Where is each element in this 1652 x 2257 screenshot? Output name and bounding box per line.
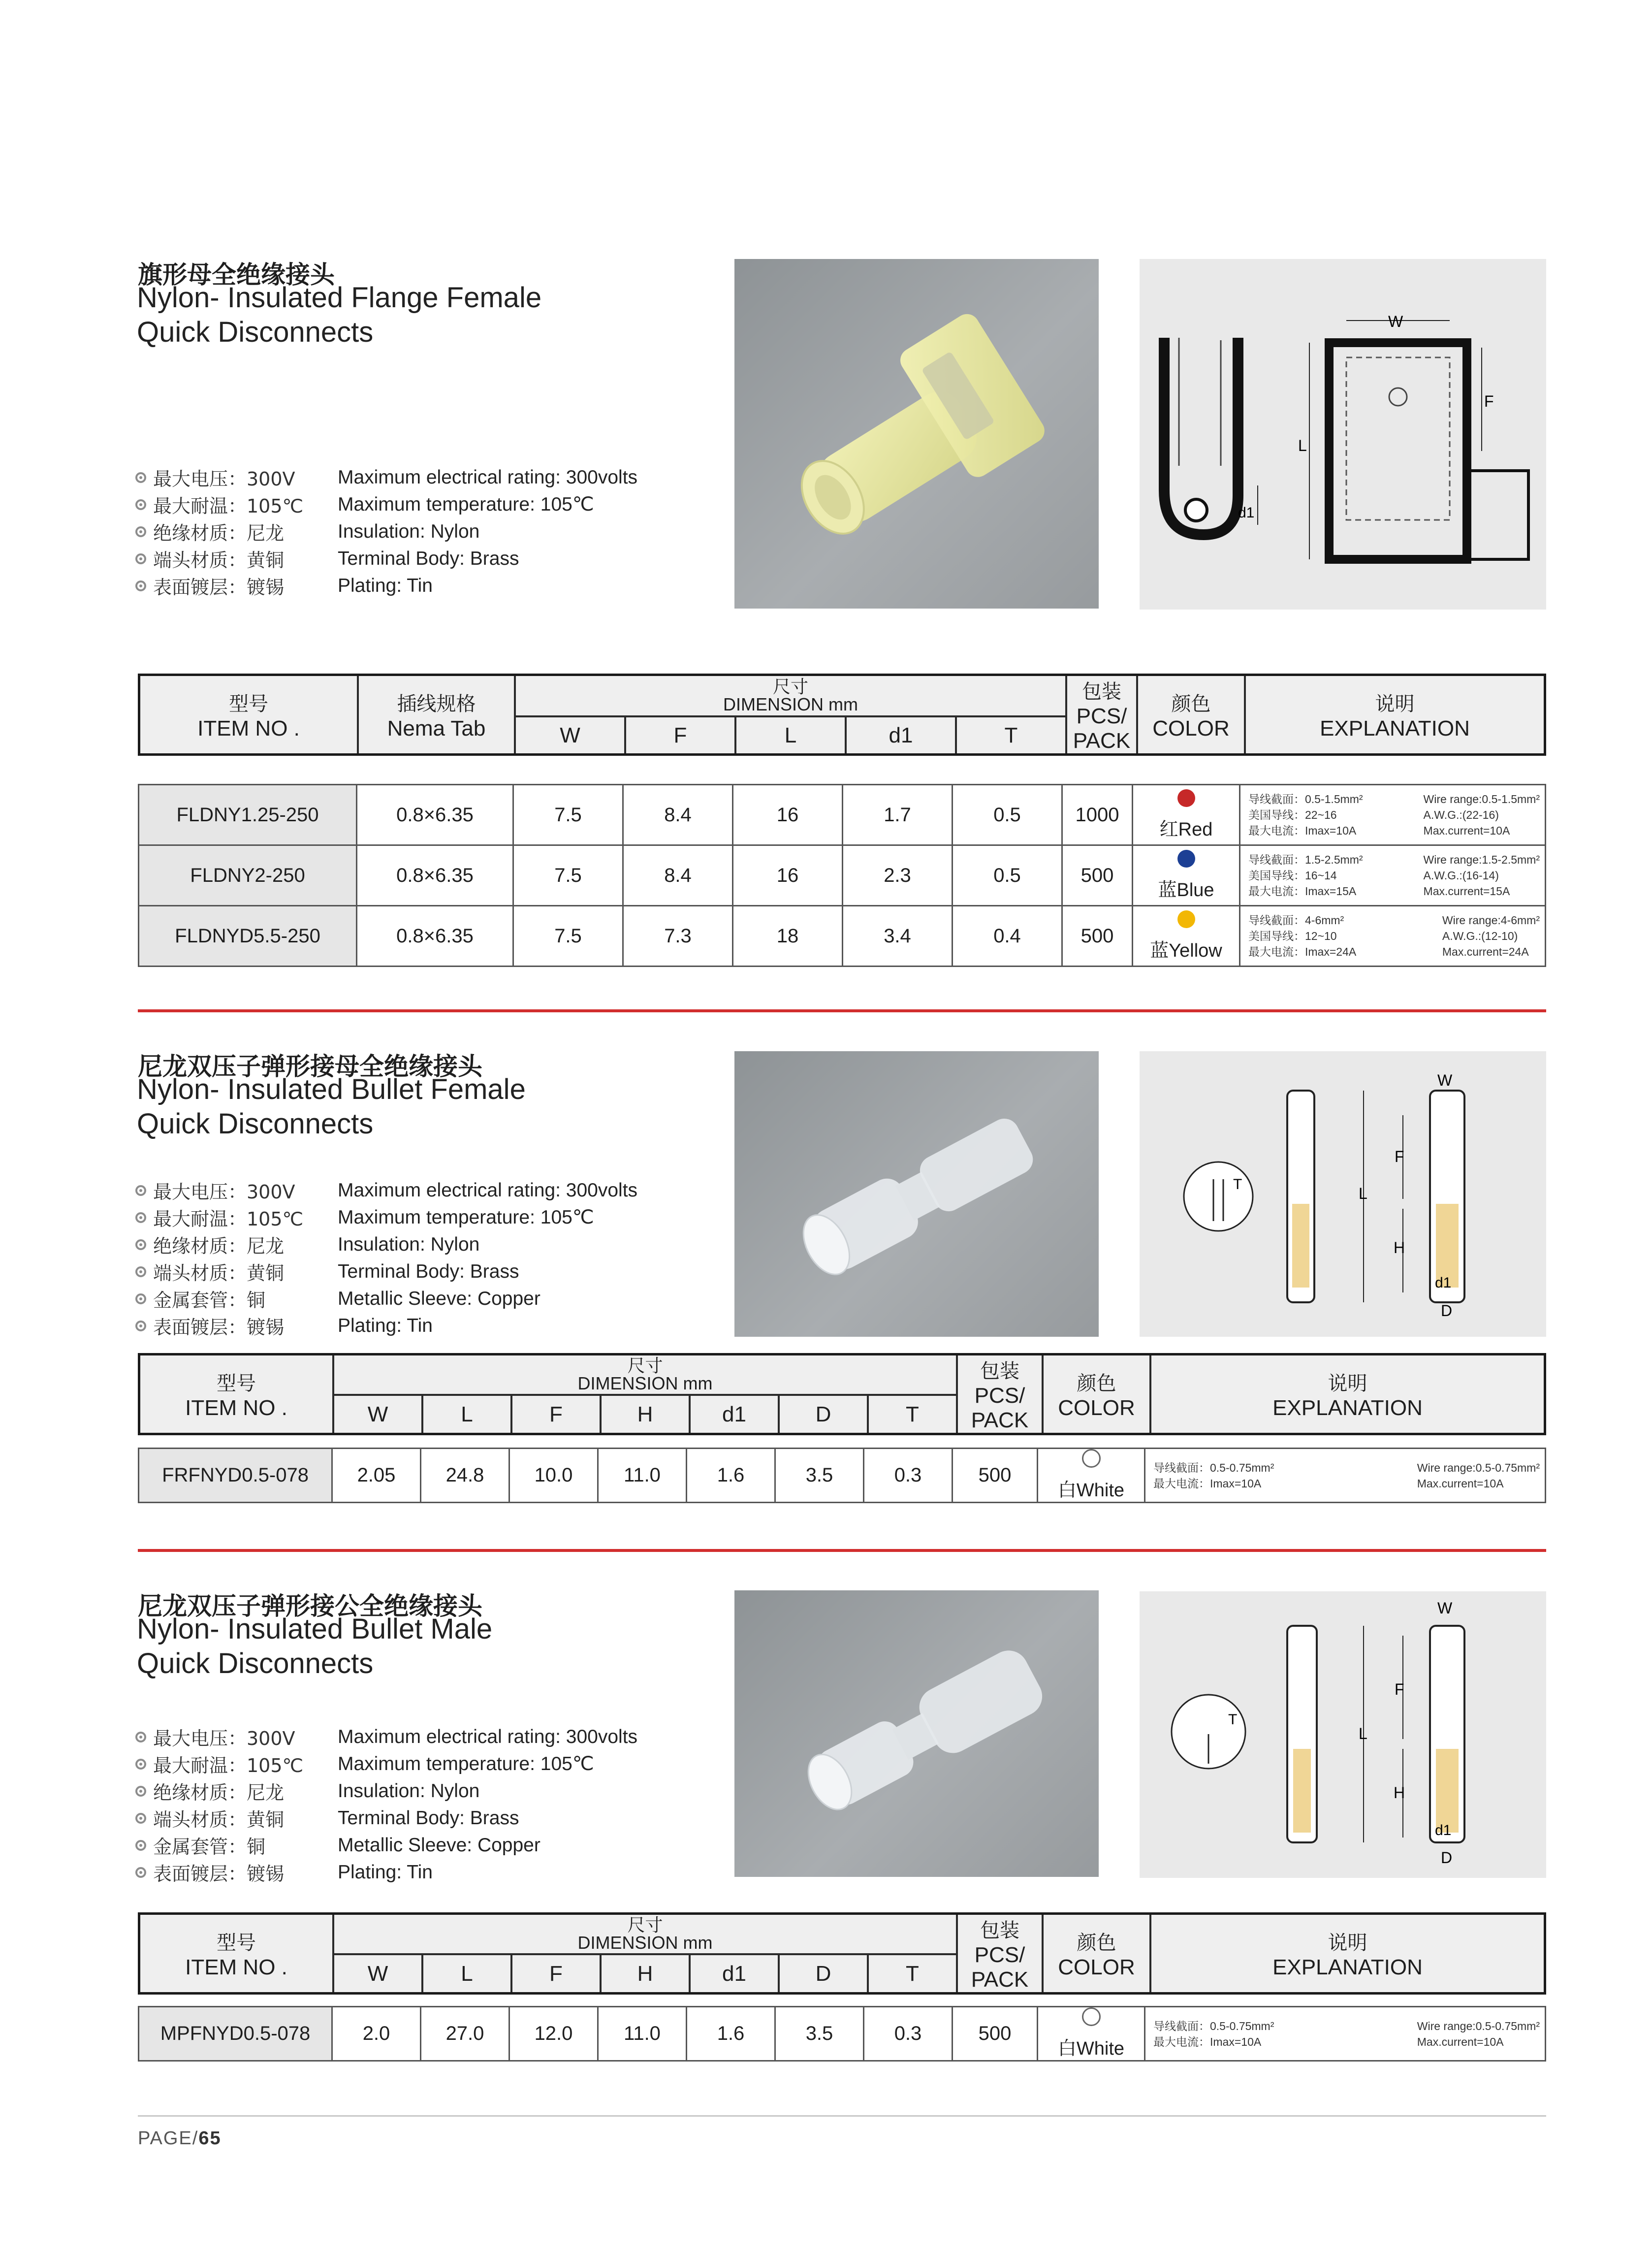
bullet-icon [135,1239,146,1250]
dim-label-d1: d1 [1238,505,1255,521]
product-photo [734,1051,1099,1337]
spec-table-body [138,784,1546,967]
bullet-icon [135,1293,146,1304]
section-title-zh: 旗形母全绝缘接头 [138,260,335,289]
spec-item: 绝缘材质：尼龙 Insulation: Nylon [135,1231,637,1258]
table-row: MPFNYD0.5-078 2.0 27.0 12.0 11.0 1.6 3.5 0.3 500 白White 导线截面：0.5-0.75mm² 最大电流：Imax=10A Wire range:0.5-0.75mm² Max.current=10A [139,2007,1546,2061]
color-swatch [1177,789,1195,807]
technical-drawing [1140,259,1546,610]
spec-item: 端头材质：黄铜 Terminal Body: Brass [135,1258,637,1285]
section-divider [138,1549,1546,1552]
spec-item: 最大电压：300V Maximum electrical rating: 300volts [135,1723,637,1750]
bullet-icon [135,1813,146,1824]
dim-label-L: L [1359,1185,1367,1202]
footer-divider [138,2115,1546,2117]
table-row: FLDNY2-250 0.8×6.35 7.5 8.4 16 2.3 0.5 500 蓝Blue 导线截面：1.5-2.5mm² 美国导线：16~14 最大电流：Imax=15A Wire range:1.5-2.5mm² A.W.G.:(16-14) Max.current=15A [139,845,1546,906]
spec-item: 端头材质：黄铜 Terminal Body: Brass [135,1805,637,1832]
spec-table-header: 型号 ITEM NO . 尺寸 DIMENSION mm 包装 PCS/ PACK 颜色 COLOR 说明 EXPLANATION W L F H d1 D T [138,1353,1546,1435]
color-swatch [1082,2007,1101,2026]
bullet-icon [135,1867,146,1878]
spec-item: 金属套管：铜 Metallic Sleeve: Copper [135,1832,637,1859]
dim-label-F: F [1484,392,1494,410]
spec-item: 金属套管：铜 Metallic Sleeve: Copper [135,1285,637,1312]
dim-label-H: H [1394,1784,1405,1802]
title-line-2: Quick Disconnects [137,1647,374,1679]
dim-label-F: F [1395,1680,1404,1698]
spec-item: 绝缘材质：尼龙 Insulation: Nylon [135,1777,637,1805]
technical-drawing [1140,1051,1546,1337]
spec-list [135,464,637,599]
spec-list [135,1177,637,1339]
bullet-icon [135,1185,146,1196]
table-row: FLDNY1.25-250 0.8×6.35 7.5 8.4 16 1.7 0.5 1000 红Red 导线截面：0.5-1.5mm² 美国导线：22~16 最大电流：Imax=10A Wire range:0.5-1.5mm² A.W.G.:(22-16) Max.current=10A [139,785,1546,845]
section-title-en [137,1612,492,1681]
spec-table-header: 型号 ITEM NO . 尺寸 DIMENSION mm 包装 PCS/ PACK 颜色 COLOR 说明 EXPLANATION W L F H d1 D T [138,1912,1546,1995]
bullet-icon [135,1786,146,1797]
dim-label-F: F [1395,1148,1404,1165]
technical-drawing [1140,1591,1546,1878]
dim-label-d1: d1 [1435,1822,1452,1838]
spec-item: 最大电压：300V Maximum electrical rating: 300volts [135,1177,637,1204]
dim-label-W: W [1388,313,1403,330]
spec-list [135,1723,637,1886]
section-divider [138,1009,1546,1012]
bullet-icon [135,1840,146,1851]
bullet-icon [135,553,146,564]
bullet-icon [135,472,146,483]
page-number: PAGE/65 [138,2128,222,2149]
dim-label-W: W [1437,1071,1453,1089]
section-title-en [137,1072,526,1141]
spec-item: 最大耐温：105℃ Maximum temperature: 105℃ [135,1750,637,1777]
color-swatch [1177,910,1195,928]
spec-item: 最大电压：300V Maximum electrical rating: 300volts [135,464,637,491]
bullet-icon [135,1759,146,1770]
bullet-icon [135,1266,146,1277]
bullet-icon [135,1321,146,1331]
spec-item: 表面镀层：镀锡 Plating: Tin [135,1859,637,1886]
dim-label-D: D [1441,1302,1453,1320]
spec-item: 最大耐温：105℃ Maximum temperature: 105℃ [135,1204,637,1231]
dim-label-T: T [1228,1711,1238,1728]
spec-table-body [138,2006,1546,2062]
title-line-2: Quick Disconnects [137,316,374,348]
section-title-en [137,281,541,350]
title-line-2: Quick Disconnects [137,1108,374,1140]
product-photo [734,259,1099,609]
title-line-1: Nylon- Insulated Flange Female [137,282,542,314]
spec-item: 端头材质：黄铜 Terminal Body: Brass [135,545,637,572]
table-row: FRFNYD0.5-078 2.05 24.8 10.0 11.0 1.6 3.5 0.3 500 白White 导线截面：0.5-0.75mm² 最大电流：Imax=10A Wire range:0.5-0.75mm² Max.current=10A [139,1449,1546,1503]
spec-item: 最大耐温：105℃ Maximum temperature: 105℃ [135,491,637,518]
color-swatch [1082,1449,1101,1468]
bullet-icon [135,499,146,510]
section-title-zh: 尼龙双压子弹形接公全绝缘接头 [138,1592,482,1620]
bullet-icon [135,1732,146,1742]
dim-label-L: L [1298,437,1307,454]
spec-table-body [138,1448,1546,1503]
dim-label-H: H [1394,1239,1405,1257]
dim-label-T: T [1233,1176,1242,1193]
section-title-zh: 尼龙双压子弹形接母全绝缘接头 [138,1052,482,1081]
title-line-1: Nylon- Insulated Bullet Female [137,1073,526,1105]
dim-label-W: W [1437,1599,1453,1617]
bullet-icon [135,580,146,591]
bullet-icon [135,526,146,537]
table-row: FLDNYD5.5-250 0.8×6.35 7.5 7.3 18 3.4 0.4 500 蓝Yellow 导线截面：4-6mm² 美国导线：12~10 最大电流：Imax=24A Wire range:4-6mm² A.W.G.:(12-10) Max.current=24A [139,906,1546,967]
product-photo [734,1590,1099,1877]
dim-label-D: D [1441,1849,1453,1867]
spec-item: 绝缘材质：尼龙 Insulation: Nylon [135,518,637,545]
title-line-1: Nylon- Insulated Bullet Male [137,1613,493,1645]
spec-item: 表面镀层：镀锡 Plating: Tin [135,572,637,599]
dim-label-d1: d1 [1435,1275,1452,1291]
dim-label-L: L [1359,1725,1367,1742]
spec-item: 表面镀层：镀锡 Plating: Tin [135,1312,637,1339]
bullet-icon [135,1212,146,1223]
color-swatch [1177,850,1195,868]
spec-table-header: 型号 ITEM NO . 插线规格 Nema Tab 尺寸 DIMENSION mm 包装 PCS/ PACK 颜色 COLOR 说明 EXPLANATION W F L d1 T [138,674,1546,756]
